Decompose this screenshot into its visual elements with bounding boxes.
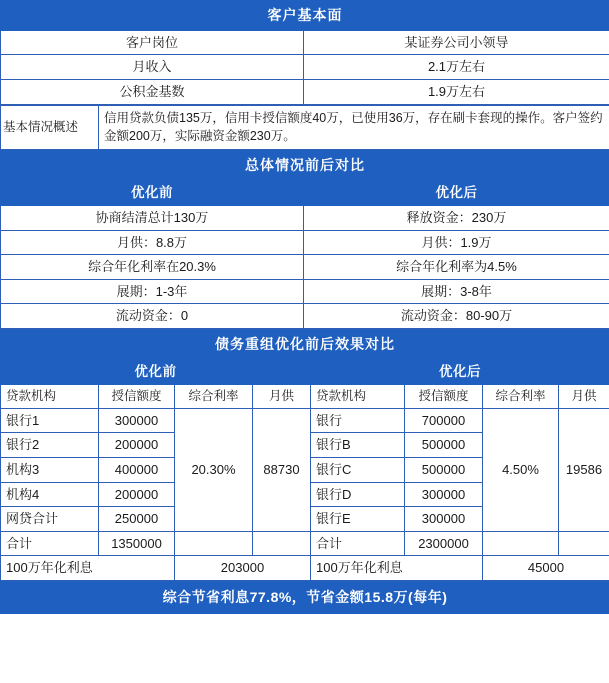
after-rate-value: 4.50% (483, 408, 559, 531)
before-total-amount: 1350000 (99, 531, 175, 556)
section2-head-after: 优化后 (304, 180, 609, 205)
footer-row (1, 581, 609, 613)
overall-after-release: 释放资金：230万 (304, 206, 609, 231)
profile-value-position: 某证券公司小领导 (304, 30, 609, 55)
totals-row (1, 531, 609, 556)
after-amount-2: 500000 (405, 433, 483, 458)
table-row (1, 30, 609, 55)
table-row (1, 79, 609, 104)
before-amount-3: 400000 (99, 457, 175, 482)
overall-before-liquidity: 流动资金：0 (1, 304, 304, 329)
before-amount-1: 300000 (99, 408, 175, 433)
before-amount-5: 250000 (99, 507, 175, 532)
before-total-label: 合计 (1, 531, 99, 556)
table-row (1, 255, 609, 280)
overall-before-rate: 综合年化利率在20.3% (1, 255, 304, 280)
after-institution-3: 银行C (311, 457, 405, 482)
before-total-monthly-blank (253, 531, 311, 556)
after-total-monthly-blank (559, 531, 609, 556)
before-institution-3: 机构3 (1, 457, 99, 482)
customer-summary-table (0, 105, 609, 151)
table-row (1, 105, 609, 150)
after-total-label: 合计 (311, 531, 405, 556)
section3-title-row (1, 329, 609, 359)
before-amount-4: 200000 (99, 482, 175, 507)
overall-before-monthly: 月供：8.8万 (1, 230, 304, 255)
before-institution-5: 网贷合计 (1, 507, 99, 532)
before-annual-value: 203000 (175, 556, 311, 581)
col-before-institution: 贷款机构 (1, 384, 99, 408)
section2-head-before: 优化前 (1, 180, 304, 205)
after-monthly-value: 19586 (559, 408, 609, 531)
col-before-rate: 综合利率 (175, 384, 253, 408)
profile-label-income: 月收入 (1, 55, 304, 80)
col-before-monthly: 月供 (253, 384, 311, 408)
section3-title: 债务重组优化前后效果对比 (1, 329, 609, 359)
profile-label-position: 客户岗位 (1, 30, 304, 55)
after-institution-4: 银行D (311, 482, 405, 507)
overall-after-liquidity: 流动资金：80-90万 (304, 304, 609, 329)
detail-comparison-table (0, 329, 609, 581)
section1-title-row (1, 1, 609, 31)
col-after-institution: 贷款机构 (311, 384, 405, 408)
summary-text: 信用贷款负债135万，信用卡授信额度40万，已使用36万，存在刷卡套现的操作。客户签约金额200万，实际融资金额230万。 (99, 105, 609, 150)
after-institution-1: 银行 (311, 408, 405, 433)
section2-title-row (1, 151, 609, 181)
section3-head-after: 优化后 (311, 359, 609, 384)
section2-title: 总体情况前后对比 (1, 151, 609, 181)
after-amount-1: 700000 (405, 408, 483, 433)
table-row (1, 304, 609, 329)
profile-value-fund-base: 1.9万左右 (304, 79, 609, 104)
after-annual-value: 45000 (483, 556, 609, 581)
section3-column-header-row (1, 384, 609, 408)
table-row (1, 408, 609, 433)
after-total-amount: 2300000 (405, 531, 483, 556)
overall-after-rate: 综合年化利率为4.5% (304, 255, 609, 280)
footer-summary: 综合节省利息77.8%，节省金额15.8万(每年) (1, 581, 609, 613)
col-after-monthly: 月供 (559, 384, 609, 408)
after-annual-label: 100万年化利息 (311, 556, 483, 581)
customer-profile-table (0, 0, 609, 105)
col-after-credit-limit: 授信额度 (405, 384, 483, 408)
table-row (1, 206, 609, 231)
overall-after-monthly: 月供：1.9万 (304, 230, 609, 255)
table-row (1, 230, 609, 255)
col-before-credit-limit: 授信额度 (99, 384, 175, 408)
after-institution-2: 银行B (311, 433, 405, 458)
footer-table (0, 581, 609, 614)
section1-title: 客户基本面 (1, 1, 609, 31)
table-row (1, 279, 609, 304)
before-total-rate-blank (175, 531, 253, 556)
summary-label: 基本情况概述 (1, 105, 99, 150)
section3-head-before: 优化前 (1, 359, 311, 384)
overall-after-term: 展期：3-8年 (304, 279, 609, 304)
after-institution-5: 银行E (311, 507, 405, 532)
after-amount-3: 500000 (405, 457, 483, 482)
profile-label-fund-base: 公积金基数 (1, 79, 304, 104)
before-monthly-value: 88730 (253, 408, 311, 531)
after-amount-4: 300000 (405, 482, 483, 507)
after-amount-5: 300000 (405, 507, 483, 532)
before-institution-4: 机构4 (1, 482, 99, 507)
before-rate-value: 20.30% (175, 408, 253, 531)
table-row (1, 55, 609, 80)
col-after-rate: 综合利率 (483, 384, 559, 408)
overall-comparison-table (0, 150, 609, 329)
before-annual-label: 100万年化利息 (1, 556, 175, 581)
before-institution-2: 银行2 (1, 433, 99, 458)
profile-value-income: 2.1万左右 (304, 55, 609, 80)
before-amount-2: 200000 (99, 433, 175, 458)
before-institution-1: 银行1 (1, 408, 99, 433)
overall-before-settlement: 协商结清总计130万 (1, 206, 304, 231)
section2-head-row (1, 180, 609, 205)
section3-head-row (1, 359, 609, 384)
overall-before-term: 展期：1-3年 (1, 279, 304, 304)
annual-interest-row (1, 556, 609, 581)
after-total-rate-blank (483, 531, 559, 556)
